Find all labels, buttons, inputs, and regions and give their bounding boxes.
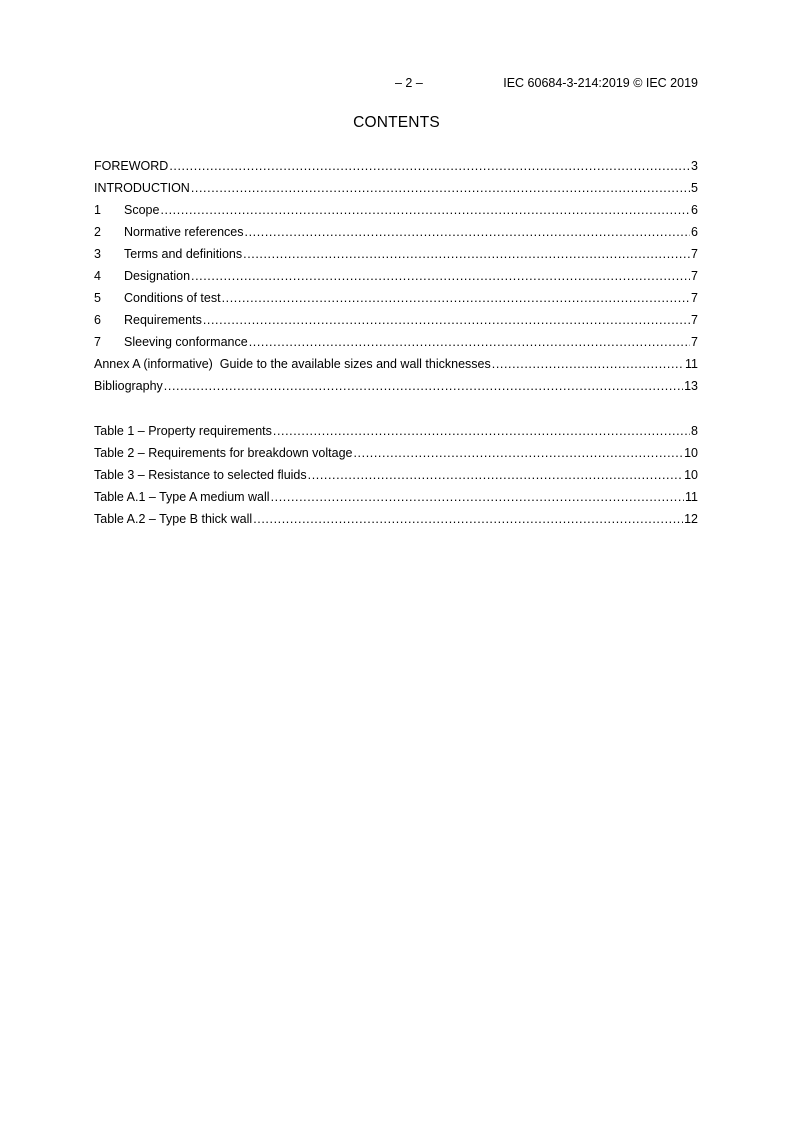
page-header	[94, 76, 698, 92]
toc-page: 7	[691, 247, 698, 261]
dot-leader	[203, 312, 690, 328]
toc-page: 3	[691, 159, 698, 173]
toc-entry-table-a1[interactable]	[94, 489, 698, 511]
toc-page: 6	[691, 203, 698, 217]
toc-label: Table 2 – Requirements for breakdown voltage	[94, 446, 353, 460]
toc-page: 13	[684, 379, 698, 393]
dot-leader	[191, 268, 690, 284]
toc-tables	[94, 423, 698, 533]
dot-leader	[160, 202, 690, 218]
toc-label: INTRODUCTION	[94, 181, 190, 195]
toc-entry-scope[interactable]	[94, 202, 698, 224]
toc-page: 7	[691, 269, 698, 283]
toc-label: Table A.2 – Type B thick wall	[94, 512, 253, 526]
toc-entry-table-a2[interactable]	[94, 511, 698, 533]
toc-page: 7	[691, 313, 698, 327]
toc-label: Annex A (informative) Guide to the available sizes and wall thicknesses	[94, 357, 491, 371]
toc-number: 2	[94, 225, 101, 239]
dot-leader	[164, 378, 683, 394]
toc-page: 8	[691, 424, 698, 438]
toc-page: 6	[691, 225, 698, 239]
toc-number: 4	[94, 269, 101, 283]
toc-number: 3	[94, 247, 101, 261]
dot-leader	[308, 467, 683, 483]
toc-page: 12	[684, 512, 698, 526]
toc-number: 5	[94, 291, 101, 305]
dot-leader	[243, 246, 690, 262]
dot-leader	[169, 158, 690, 174]
toc-page: 10	[684, 468, 698, 482]
toc-label: Sleeving conformance	[124, 335, 248, 349]
toc-entry-table-3[interactable]	[94, 467, 698, 489]
toc-label: Table 3 – Resistance to selected fluids	[94, 468, 307, 482]
dot-leader	[191, 180, 690, 196]
toc-entry-annex-a[interactable]	[94, 356, 698, 378]
page-number: – 2 –	[395, 76, 423, 90]
toc-sections	[94, 158, 698, 400]
toc-entry-table-1[interactable]	[94, 423, 698, 445]
toc-label: Requirements	[124, 313, 202, 327]
dot-leader	[245, 224, 691, 240]
toc-page: 7	[691, 291, 698, 305]
toc-entry-terms-and-definitions[interactable]	[94, 246, 698, 268]
dot-leader	[249, 334, 690, 350]
toc-label: Bibliography	[94, 379, 163, 393]
toc-page: 11	[685, 490, 698, 504]
toc-number: 6	[94, 313, 101, 327]
toc-entry-designation[interactable]	[94, 268, 698, 290]
toc-page: 10	[684, 446, 698, 460]
toc-page: 5	[691, 181, 698, 195]
toc-label: Designation	[124, 269, 191, 283]
dot-leader	[492, 356, 684, 372]
toc-label: Table 1 – Property requirements	[94, 424, 272, 438]
dot-leader	[271, 489, 684, 505]
toc-label: Conditions of test	[124, 291, 221, 305]
toc-entry-introduction[interactable]	[94, 180, 698, 202]
toc-number: 1	[94, 203, 101, 217]
dot-leader	[253, 511, 683, 527]
toc-label: Normative references	[124, 225, 244, 239]
toc-entry-table-2[interactable]	[94, 445, 698, 467]
toc-label: Terms and definitions	[124, 247, 243, 261]
toc-number: 7	[94, 335, 101, 349]
dot-leader	[222, 290, 690, 306]
dot-leader	[353, 445, 683, 461]
document-reference: IEC 60684-3-214:2019 © IEC 2019	[503, 76, 698, 90]
toc-page: 11	[685, 357, 698, 371]
toc-entry-requirements[interactable]	[94, 312, 698, 334]
toc-page: 7	[691, 335, 698, 349]
toc-label: FOREWORD	[94, 159, 169, 173]
toc-entry-conditions-of-test[interactable]	[94, 290, 698, 312]
toc-label: Scope	[124, 203, 160, 217]
toc-entry-bibliography[interactable]	[94, 378, 698, 400]
toc-entry-sleeving-conformance[interactable]	[94, 334, 698, 356]
contents-title: CONTENTS	[353, 114, 440, 131]
dot-leader	[273, 423, 690, 439]
toc-label: Table A.1 – Type A medium wall	[94, 490, 270, 504]
toc-entry-normative-references[interactable]	[94, 224, 698, 246]
toc-entry-foreword[interactable]	[94, 158, 698, 180]
